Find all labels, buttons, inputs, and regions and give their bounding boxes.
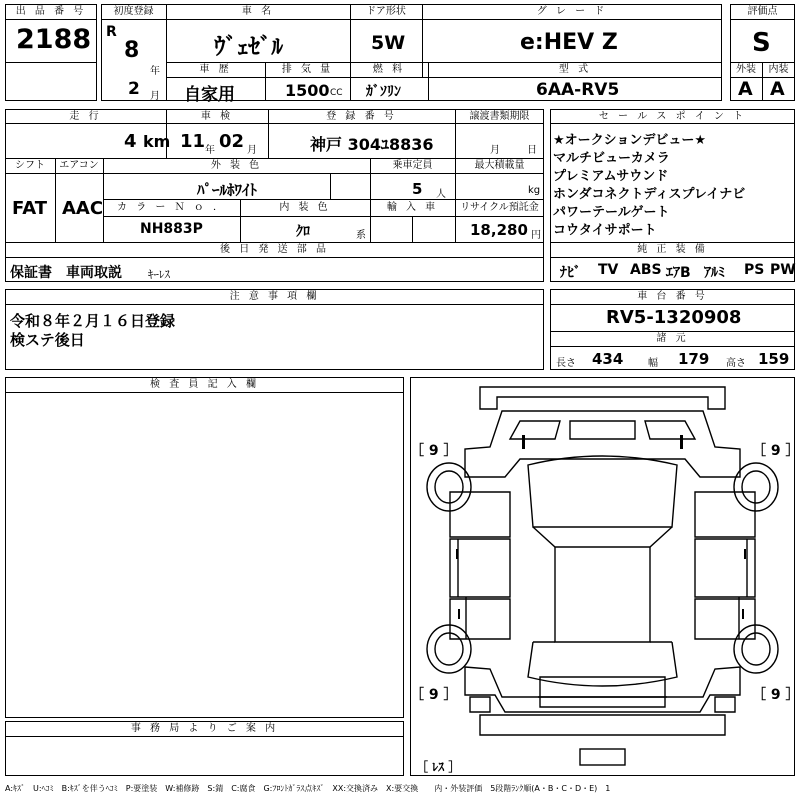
name-label: 車 名 [241,6,275,17]
car-name: ｳﾞｪｾﾞﾙ [214,34,283,60]
inspect-year: 11 [180,131,206,152]
sales-point: コウタイサポート [553,223,657,238]
model-label: 型 式 [558,64,592,75]
equip-item: PS [744,262,765,278]
seats-unit: 人 [436,189,446,200]
legend: A:ｷｽﾞ U:ﾍｺﾐ B:ｷｽﾞを伴うﾍｺﾐ P:要塗装 W:補修跡 S:錆 C:腐食 G:ﾌﾛﾝﾄｶﾞﾗｽ点ｷｽﾞ XX:交換済み X:要交換 内・外装評価 5段階ﾗﾝｸ順(A・B・C・D・E) 1 [5,784,611,793]
equip-item: ｱﾙﾐ [704,265,725,281]
import-label: 輸 入 車 [386,202,439,213]
history-label: 車 歴 [199,64,232,75]
inspect-year-unit: 年 [205,145,215,156]
recycle-fee: 18,280 [470,221,528,239]
first-reg-year: 8 [124,38,140,63]
interior-label: 内 装 色 [279,202,331,213]
note-line: 令和８年２月１６日登録 [10,312,176,330]
seats: 5 [412,180,423,198]
lot-label: 出 品 番 号 [15,6,87,17]
height-label: 高さ [726,358,746,369]
interior-unit: 系 [356,230,366,241]
plate-number: 神戸 304ﾕ8836 [310,135,434,154]
shift-label: シフト [15,160,45,171]
equip-item: ﾅﾋﾞ [560,265,581,281]
width-label: 幅 [648,358,658,369]
ext-grade: A [738,78,753,100]
cc-label: 排 気 量 [281,64,334,75]
score-label: 評価点 [747,6,778,17]
height: 159 [758,350,790,368]
sales-point: ★オークションデビュー★ [553,133,707,148]
chassis-label: 車 台 番 号 [637,291,708,302]
tire-front-right: ［ 9 ］ [752,443,800,459]
model-code: 6AA-RV5 [536,80,620,100]
inspect-month: 02 [219,131,245,152]
mileage-unit: km [143,132,171,151]
inspector-box [5,377,404,718]
sales-label: セ ー ル ス ポ イ ン ト [598,111,747,122]
length: 434 [592,350,624,368]
sales-point: プレミアムサウンド [553,169,669,184]
spare-tire: ［ ﾚｽ ］ [416,760,461,774]
transfer-month-unit: 月 [490,145,500,156]
later-parts-small: ｷｰﾚｽ [148,268,170,281]
shift: FAT [12,198,48,219]
width: 179 [678,350,710,368]
mileage: 4 [124,131,137,152]
equip-item: ABS [630,262,662,278]
int-grade: A [770,78,785,100]
lot-number: 2188 [16,24,92,55]
inspect-label: 車 検 [200,111,234,122]
history: 自家用 [184,85,235,105]
fuel: ｶﾞｿﾘﾝ [366,84,401,100]
ac-label: エアコン [59,160,99,171]
spec-label: 諸 元 [656,333,689,344]
recycle-unit: 円 [531,230,541,241]
tire-rear-left: ［ 9 ］ [410,687,458,703]
length-label: 長さ [556,358,576,369]
plate-label: 登 録 番 号 [326,111,397,122]
ext-label: 外装 [736,64,756,75]
later-parts: 保証書 車両取説 [10,265,122,281]
equip-item: PW [770,262,796,278]
notes-label: 注 意 事 項 欄 [229,291,320,302]
equip-label: 純 正 装 備 [637,244,708,255]
sales-point: パワーテールゲート [553,205,670,220]
load-label: 最大積載量 [474,160,525,171]
month-unit: 月 [150,91,160,102]
tire-rear-right: ［ 9 ］ [752,687,800,703]
sales-point: ホンダコネクトディスプレイナビ [553,187,746,202]
first-reg-month: 2 [128,79,140,99]
office-label: 事 務 局 よ り ご 案 内 [130,723,279,734]
equip-item: ｴｱB [666,265,691,281]
car-diagram [410,377,795,776]
mileage-label: 走 行 [69,111,102,122]
door-label: ドア形状 [366,6,406,17]
tire-front-left: ［ 9 ］ [410,443,458,459]
transfer-label: 譲渡書類期限 [469,111,530,122]
seats-label: 乗車定員 [392,160,433,171]
interior-color: ｸﾛ [296,224,310,240]
fuel-label: 燃 料 [372,64,406,75]
load-unit: kg [528,185,541,196]
era: R [106,24,117,40]
later-parts-label: 後 日 発 送 部 品 [220,244,329,255]
chassis-number: RV5-1320908 [606,307,742,328]
door-type: 5W [371,32,406,54]
note-line: 検ステ後日 [10,331,85,349]
colorno-label: カ ラ ー Ｎ ｏ ． [117,202,226,213]
displacement: 1500 [285,81,330,100]
equip-item: TV [598,262,619,278]
recycle-label: リサイクル預託金 [460,202,539,213]
first-reg-label: 初度登録 [113,6,154,17]
color-number: NH883P [140,221,203,237]
transfer-day-unit: 日 [527,145,537,156]
cc-unit: CC [330,88,343,98]
year-unit: 年 [150,66,160,77]
grade-label: グ レ ー ド [536,6,608,17]
int-label: 内装 [768,64,789,75]
color-label: 外 装 色 [210,160,263,171]
exterior-color: ﾊﾟｰﾙﾎﾜｲﾄ [197,181,258,199]
inspector-label: 検 査 員 記 入 欄 [150,379,259,390]
aircon: AAC [62,198,104,219]
grade: e:HEV Z [520,30,618,55]
sales-point: マルチビューカメラ [553,151,670,166]
inspect-month-unit: 月 [247,145,257,156]
score: S [752,28,771,58]
